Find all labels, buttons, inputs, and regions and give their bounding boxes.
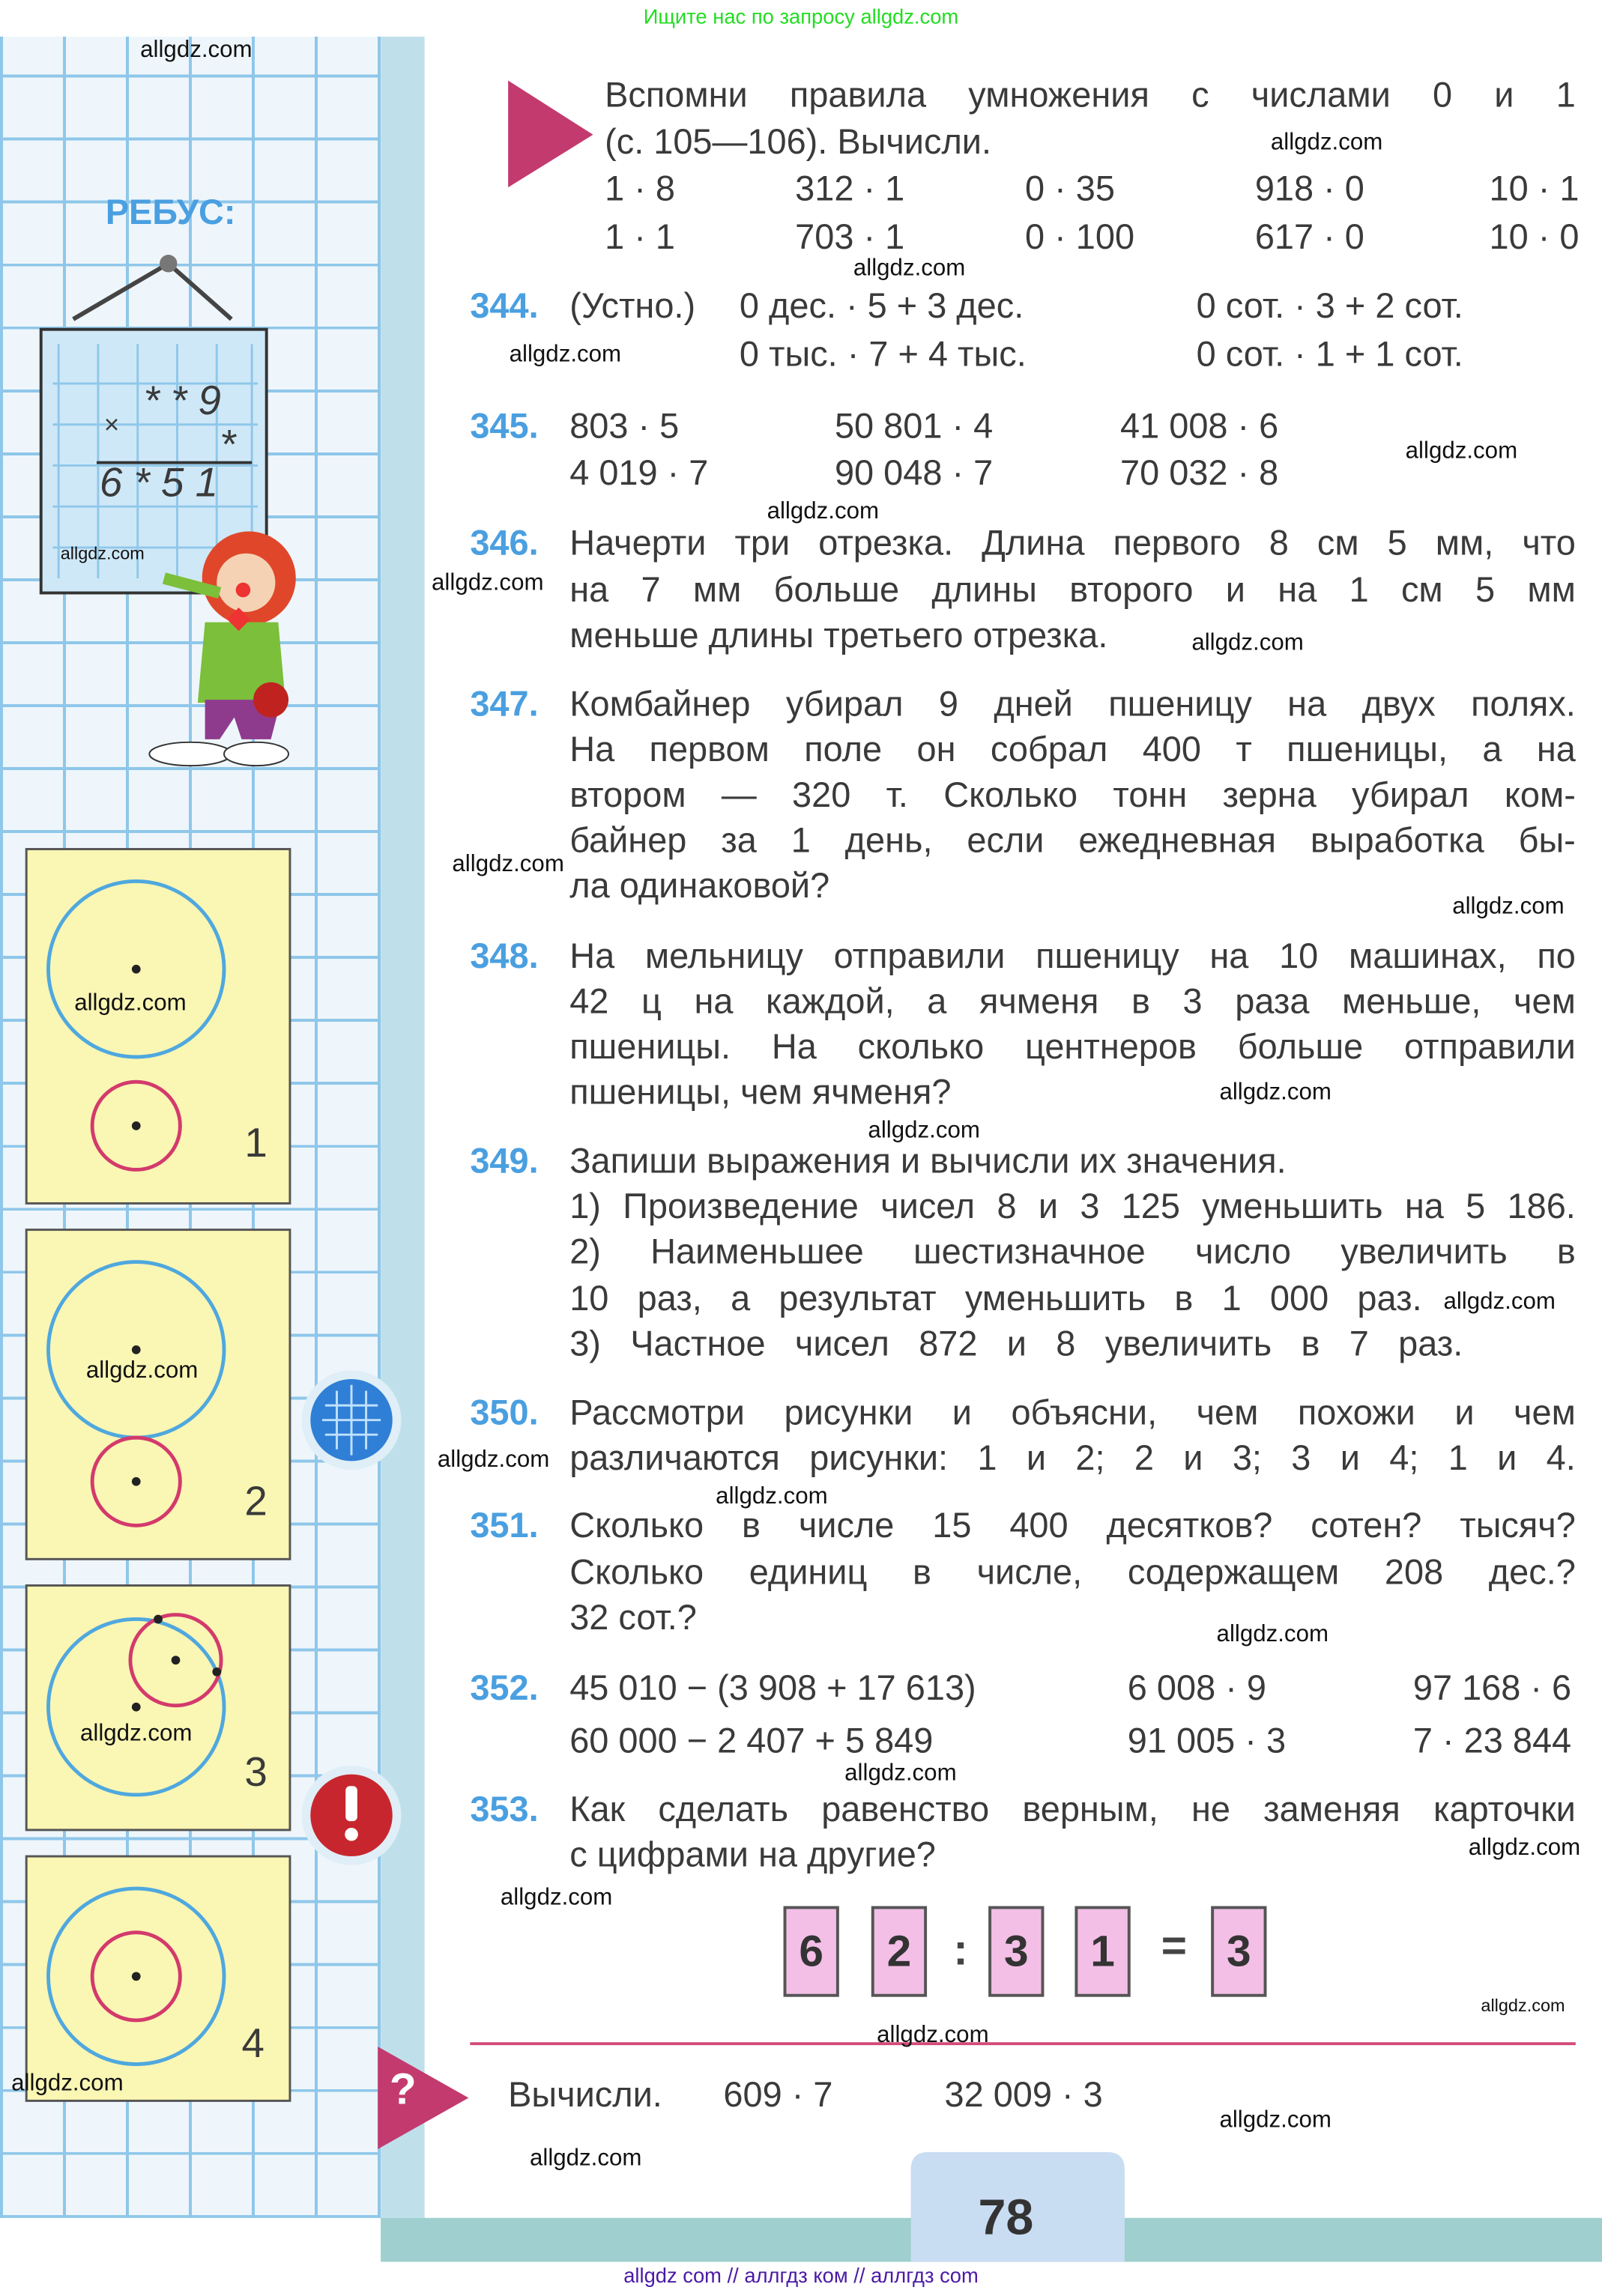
- intro-line: Вспомни правила умножения с числами 0 и 1: [605, 76, 1576, 116]
- digit-card: 3: [988, 1906, 1044, 1996]
- exercise-expr: 803 · 5: [569, 407, 680, 447]
- rebus-multiply-sign: ×: [103, 410, 120, 440]
- watermark: allgdz.com: [1270, 130, 1383, 156]
- top-banner: Ищите нас по запросу allgdz.com: [643, 4, 959, 28]
- footer-links: allgdz com // аллгдз ком // аллгдз com: [623, 2263, 979, 2287]
- watermark: allgdz.com: [877, 2023, 989, 2049]
- exercise-expr: 0 сот. · 3 + 2 сот.: [1196, 287, 1463, 327]
- exercise-line: с цифрами на другие?: [569, 1835, 936, 1876]
- exercise-line: на 7 мм больше длины второго и на 1 см 5 мм: [569, 571, 1576, 611]
- exercise-number: 348.: [470, 936, 539, 977]
- exercise-line: меньше длины третьего отрезка.: [569, 616, 1108, 656]
- watermark: allgdz.com: [60, 543, 145, 564]
- exercise-line: 32 сот.?: [569, 1599, 697, 1638]
- rebus-result: 6 * 5 1: [99, 459, 219, 506]
- watermark: allgdz.com: [1219, 2108, 1332, 2133]
- digit-card: 2: [871, 1906, 927, 1996]
- watermark: allgdz.com: [11, 2071, 124, 2097]
- watermark: allgdz.com: [853, 256, 966, 282]
- intro-triangle-icon: [508, 80, 593, 187]
- exercise-label: (Устно.): [569, 287, 696, 327]
- exercise-line: На мельницу отправили пшеницу на 10 машинах, по: [569, 936, 1576, 977]
- exercise-number: 350.: [470, 1393, 539, 1434]
- page-number: 78: [978, 2190, 1034, 2246]
- watermark: allgdz.com: [85, 1358, 199, 1384]
- watermark: allgdz.com: [529, 2146, 642, 2172]
- exercise-line: 1) Произведение чисел 8 и 3 125 уменьшить на 5 186.: [569, 1187, 1576, 1227]
- digit-card: 3: [1211, 1906, 1266, 1996]
- rebus-row2: *: [220, 421, 236, 467]
- watermark: allgdz.com: [1468, 1835, 1581, 1861]
- exercise-expr: 91 005 · 3: [1127, 1721, 1287, 1762]
- exercise-expr: 50 801 · 4: [834, 407, 994, 447]
- watermark: allgdz.com: [509, 342, 622, 368]
- watermark: allgdz.com: [716, 1484, 828, 1509]
- exercise-line: На первом поле он собрал 400 т пшеницы, а на: [569, 730, 1576, 770]
- watermark: allgdz.com: [1452, 894, 1565, 920]
- exercise-line: 10 раз, а результат уменьшить в 1 000 раз.: [569, 1279, 1422, 1319]
- exercise-number: 351.: [470, 1506, 539, 1546]
- exercise-line: различаются рисунки: 1 и 2; 2 и 3; 3 и 4; 1 и 4.: [569, 1439, 1576, 1479]
- intro-expr: 0 · 100: [1025, 218, 1135, 258]
- figure-label-3: 3: [244, 1749, 267, 1795]
- exercise-line: пшеницы. На сколько центнеров больше отправили: [569, 1027, 1576, 1067]
- rebus-title: РЕБУС:: [105, 193, 236, 233]
- exercise-number: 352.: [470, 1668, 539, 1709]
- intro-line: (с. 105—106). Вычисли.: [605, 123, 992, 163]
- exercise-expr: 6 008 · 9: [1127, 1668, 1266, 1709]
- exercise-number: 347.: [470, 685, 539, 725]
- watermark: allgdz.com: [767, 499, 880, 524]
- exercise-line: 42 ц на каждой, а ячменя в 3 раза меньше, чем: [569, 982, 1576, 1023]
- watermark: allgdz.com: [80, 1721, 193, 1747]
- exercise-expr: 0 сот. · 1 + 1 сот.: [1196, 335, 1463, 375]
- check-expr: 609 · 7: [723, 2076, 833, 2115]
- watermark: allgdz.com: [1443, 1289, 1556, 1315]
- intro-expr: 703 · 1: [795, 218, 905, 258]
- watermark: allgdz.com: [1481, 1995, 1565, 2017]
- question-icon: ?: [389, 2065, 417, 2115]
- exercise-expr: 60 000 − 2 407 + 5 849: [569, 1721, 934, 1762]
- watermark: allgdz.com: [452, 852, 564, 877]
- exercise-expr: 41 008 · 6: [1120, 407, 1279, 447]
- digit-card: 1: [1074, 1906, 1130, 1996]
- watermark: allgdz.com: [844, 1761, 957, 1787]
- watermark: allgdz.com: [868, 1118, 980, 1144]
- exercise-line: пшеницы, чем ячменя?: [569, 1073, 952, 1113]
- intro-expr: 0 · 35: [1025, 169, 1115, 210]
- figure-label-4: 4: [241, 2020, 265, 2066]
- watermark: allgdz.com: [74, 991, 187, 1017]
- exercise-line: Запиши выражения и вычисли их значения.: [569, 1142, 1287, 1182]
- figure-label-2: 2: [244, 1478, 267, 1524]
- exercise-expr: 70 032 · 8: [1120, 453, 1279, 494]
- intro-expr: 312 · 1: [795, 169, 905, 210]
- watermark: allgdz.com: [1216, 1622, 1329, 1647]
- intro-expr: 1 · 1: [605, 218, 675, 258]
- exercise-line: втором — 320 т. Сколько тонн зерна убирал ком-: [569, 775, 1576, 816]
- check-label: Вычисли.: [508, 2076, 662, 2115]
- exercise-number: 345.: [470, 407, 539, 447]
- exercise-number: 349.: [470, 1142, 539, 1182]
- exercise-line: Рассмотри рисунки и объясни, чем похожи и чем: [569, 1393, 1576, 1434]
- equals-sign: =: [1161, 1921, 1188, 1971]
- grid-globe-icon: [302, 1370, 402, 1470]
- exercise-expr: 7 · 23 844: [1412, 1721, 1572, 1762]
- exercise-line: Начерти три отрезка. Длина первого 8 см 5 мм, что: [569, 524, 1576, 564]
- exercise-line: Сколько единиц в числе, содержащем 208 дес.?: [569, 1553, 1576, 1593]
- watermark: allgdz.com: [437, 1447, 550, 1473]
- exercise-line: байнер за 1 день, если ежедневная выработка бы-: [569, 821, 1576, 861]
- watermark: allgdz.com: [140, 37, 253, 64]
- intro-expr: 1 · 8: [605, 169, 675, 210]
- exercise-expr: 90 048 · 7: [834, 453, 994, 494]
- exercise-expr: 45 010 − (3 908 + 17 613): [569, 1668, 976, 1709]
- figure-label-1: 1: [244, 1120, 267, 1166]
- digit-card: 6: [784, 1906, 839, 1996]
- exercise-number: 344.: [470, 287, 539, 327]
- intro-expr: 918 · 0: [1254, 169, 1364, 210]
- exclamation-icon: [302, 1766, 402, 1865]
- exercise-expr: 4 019 · 7: [569, 453, 709, 494]
- nail-icon: [160, 255, 177, 272]
- division-sign: :: [953, 1926, 968, 1975]
- watermark: allgdz.com: [1219, 1080, 1332, 1106]
- check-expr: 32 009 · 3: [944, 2076, 1103, 2115]
- watermark: allgdz.com: [500, 1885, 613, 1911]
- exercise-line: 3) Частное чисел 872 и 8 увеличить в 7 раз.: [569, 1324, 1463, 1365]
- intro-expr: 10 · 1: [1489, 169, 1580, 210]
- exercise-line: Сколько в числе 15 400 десятков? сотен? тысяч?: [569, 1506, 1576, 1546]
- exercise-expr: 97 168 · 6: [1412, 1668, 1572, 1709]
- exercise-number: 346.: [470, 524, 539, 564]
- rebus-row1: * * 9: [143, 378, 221, 423]
- intro-expr: 10 · 0: [1489, 218, 1580, 258]
- watermark: allgdz.com: [1191, 631, 1304, 656]
- exercise-line: Как сделать равенство верным, не заменяя карточки: [569, 1790, 1576, 1830]
- exercise-line: ла одинаковой?: [569, 866, 830, 906]
- watermark: allgdz.com: [1405, 439, 1518, 464]
- exercise-number: 353.: [470, 1790, 539, 1830]
- watermark: allgdz.com: [432, 571, 544, 596]
- exercise-expr: 0 дес. · 5 + 3 дес.: [739, 287, 1024, 327]
- exercise-expr: 0 тыс. · 7 + 4 тыс.: [739, 335, 1027, 375]
- exercise-line: Комбайнер убирал 9 дней пшеницу на двух полях.: [569, 685, 1576, 725]
- exercise-line: 2) Наименьшее шестизначное число увеличить в: [569, 1232, 1576, 1273]
- intro-expr: 617 · 0: [1254, 218, 1364, 258]
